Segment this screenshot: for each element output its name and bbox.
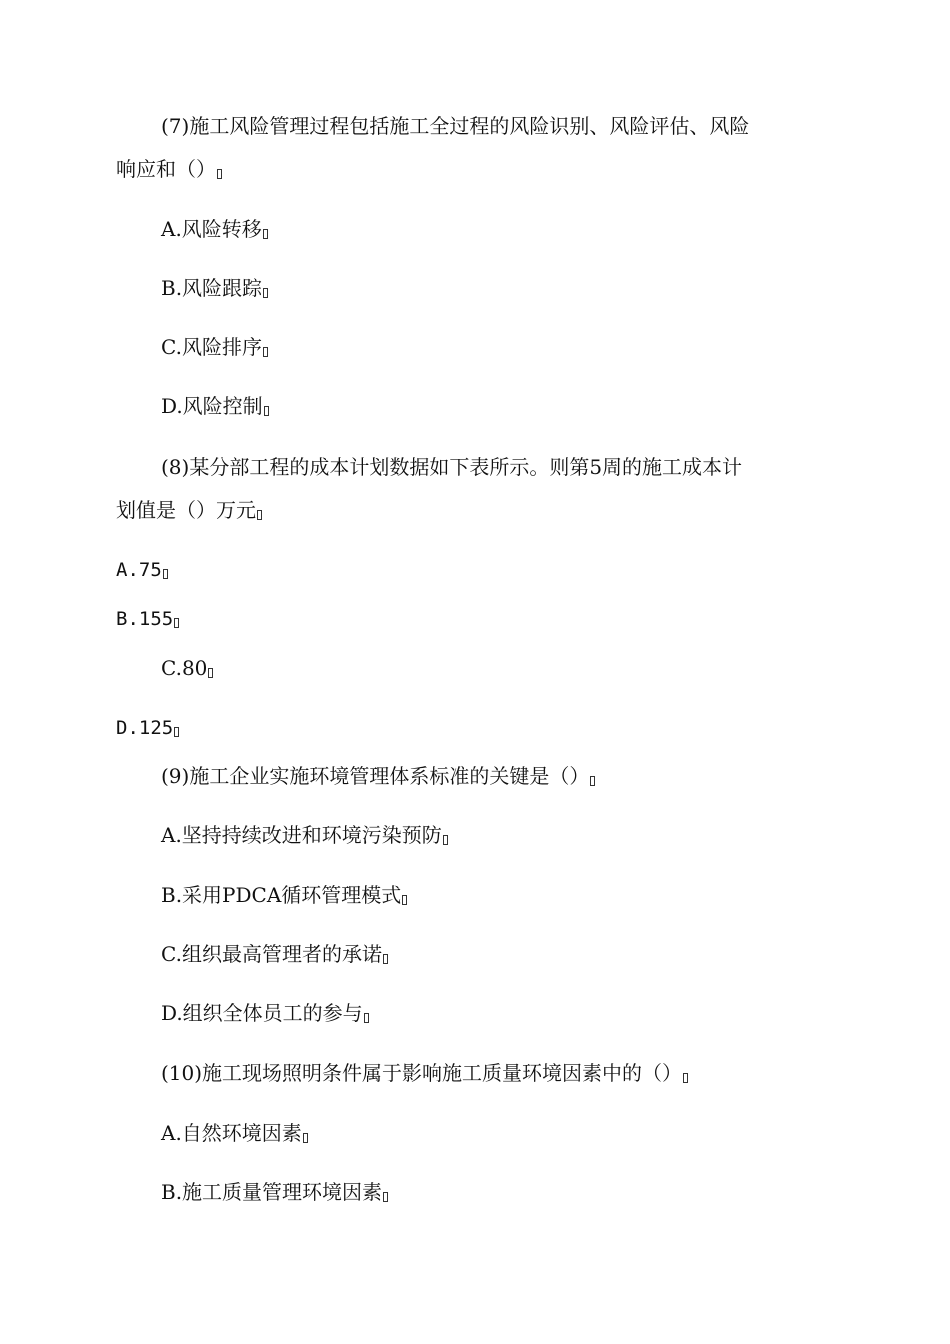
- question-8-option-c: [161, 656, 213, 680]
- question-9-option-c: [161, 942, 388, 966]
- option-text: B.施工质量管理环境因素: [161, 1180, 383, 1204]
- end-mark-icon: [263, 288, 268, 298]
- question-8-option-b: [116, 607, 179, 631]
- question-8-stem-text-1: (8)某分部工程的成本计划数据如下表所示。则第5周的施工成本计: [161, 455, 743, 479]
- end-mark-icon: [174, 618, 179, 628]
- option-text: A.75: [116, 559, 162, 581]
- end-mark-icon: [263, 347, 268, 357]
- end-mark-icon: [217, 169, 222, 179]
- option-text: A.坚持持续改进和环境污染预防: [161, 823, 442, 847]
- end-mark-icon: [364, 1013, 369, 1023]
- question-7-stem-line-1: [161, 114, 749, 138]
- question-7-option-a: [161, 217, 268, 241]
- question-9-option-b: [161, 883, 407, 907]
- option-text: A.自然环境因素: [161, 1121, 302, 1145]
- option-text: C.80: [161, 656, 208, 680]
- option-text: B.采用PDCA循环管理模式: [161, 883, 402, 907]
- question-10-option-b: [161, 1180, 388, 1204]
- question-9-stem-line-1: [161, 764, 595, 788]
- question-10-stem-text-1: (10)施工现场照明条件属于影响施工质量环境因素中的（）: [161, 1061, 683, 1085]
- question-8-stem-line-1: [161, 455, 742, 479]
- question-7-stem-line-2: [116, 157, 222, 181]
- end-mark-icon: [383, 1192, 388, 1202]
- option-text: A.风险转移: [161, 217, 262, 241]
- end-mark-icon: [264, 406, 269, 416]
- option-text: B.155: [116, 608, 174, 630]
- end-mark-icon: [208, 668, 213, 678]
- question-7-stem-text-2: 响应和（）: [116, 157, 216, 181]
- end-mark-icon: [383, 954, 388, 964]
- question-8-stem-text-2: 划值是（）万元: [116, 498, 256, 522]
- option-text: D.125: [116, 717, 174, 739]
- end-mark-icon: [402, 895, 407, 905]
- question-10-stem-line-1: [161, 1061, 688, 1085]
- option-text: B.风险跟踪: [161, 276, 263, 300]
- option-text: D.风险控制: [161, 394, 263, 418]
- question-10-option-a: [161, 1121, 308, 1145]
- end-mark-icon: [257, 510, 262, 520]
- end-mark-icon: [174, 727, 179, 737]
- option-text: D.组织全体员工的参与: [161, 1001, 363, 1025]
- end-mark-icon: [443, 835, 448, 845]
- end-mark-icon: [263, 229, 268, 239]
- end-mark-icon: [163, 569, 168, 579]
- end-mark-icon: [683, 1073, 688, 1083]
- option-text: C.组织最高管理者的承诺: [161, 942, 382, 966]
- question-8-option-d: [116, 716, 179, 740]
- question-7-option-b: [161, 276, 268, 300]
- question-9-option-d: [161, 1001, 369, 1025]
- end-mark-icon: [303, 1133, 308, 1143]
- option-text: C.风险排序: [161, 335, 262, 359]
- end-mark-icon: [590, 776, 595, 786]
- question-7-stem-text-1: (7)施工风险管理过程包括施工全过程的风险识别、风险评估、风险: [161, 114, 750, 138]
- question-8-stem-line-2: [116, 498, 262, 522]
- question-9-stem-text-1: (9)施工企业实施环境管理体系标准的关键是（）: [161, 764, 590, 788]
- question-7-option-c: [161, 335, 268, 359]
- question-9-option-a: [161, 823, 448, 847]
- question-7-option-d: [161, 394, 269, 418]
- question-8-option-a: [116, 558, 168, 582]
